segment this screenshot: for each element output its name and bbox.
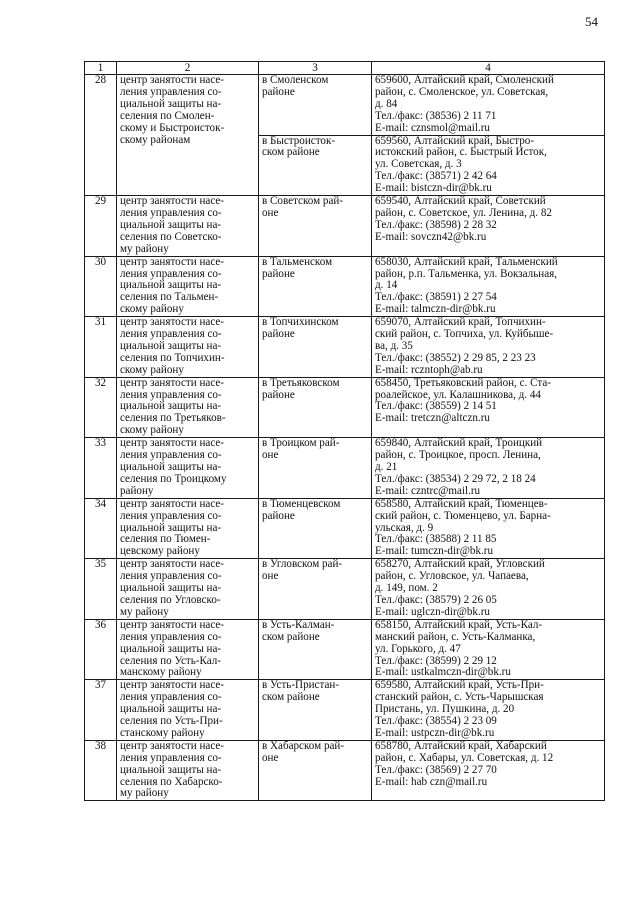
contact-address-line: Тел./факс: (38588) 2 11 85 [375,533,497,546]
center-name-line: скому району [120,303,184,316]
column-header-2: 2 [117,62,259,75]
contact-address-line: ульская, д. 9 [375,521,434,534]
center-name-line: селения по Тальмен- [120,291,219,304]
row-number: 34 [85,498,117,559]
contact-address-line: 658580, Алтайский край, Тюменцев- [375,497,548,510]
contact-address-line: Тел./факс: (38591) 2 27 54 [375,291,497,304]
contact-address-line: роалейское, ул. Калашникова, д. 44 [375,388,541,401]
center-name-line: ления управления со- [120,691,222,704]
center-name [117,740,259,801]
contact-address-line: 659840, Алтайский край, Троицкий [375,437,543,450]
row-number: 32 [85,377,117,438]
contact-address [372,135,605,196]
center-name-line: скому районам [120,133,191,146]
district-name-line: районе [262,267,295,280]
center-name-line: ления управления со- [120,751,222,764]
contact-address [372,75,605,136]
district-name-line: оне [262,751,279,764]
contact-address-line: Тел./факс: (38571) 2 42 64 [375,170,497,183]
contact-address-line: 658030, Алтайский край, Тальменский [375,255,558,268]
district-name [259,196,372,257]
contact-address-line: станский район, с. Усть-Чарышская [375,691,544,704]
center-name-line: ления управления со- [120,449,222,462]
contact-address [372,680,605,741]
center-name-line: району [120,484,154,497]
center-name-line: селения по Тюмен- [120,533,211,546]
center-name-line: му району [120,605,169,618]
district-name-line: ском районе [262,630,320,643]
table-row [85,256,605,317]
table-row [85,438,605,499]
contact-address-line: манский район, с. Усть-Калманка, [375,630,536,643]
center-name [117,256,259,317]
contact-address-line: Тел./факс: (38599) 2 29 12 [375,654,497,667]
contact-address-line: Тел./факс: (38569) 2 27 70 [375,763,497,776]
table-row [85,317,605,378]
contact-address-line: ский район, с. Топчиха, ул. Куйбыше- [375,328,554,341]
contact-address-line: E-mail: czntrc@mail.ru [375,484,481,497]
contact-address-line: район, с. Хабары, ул. Советская, д. 12 [375,751,554,764]
center-name-line: циальной защиты на- [120,279,222,292]
center-name-line: ления управления со- [120,388,222,401]
district-name-line: ском районе [262,691,320,704]
district-name-line: ском районе [262,146,320,159]
table-body [85,75,605,801]
district-name-line: оне [262,449,279,462]
center-name-line: селения по Советско- [120,230,222,243]
district-name [259,135,372,196]
center-name-line: центр занятости насе- [120,376,224,389]
center-name-line: ления управления со- [120,267,222,280]
contact-address [372,740,605,801]
row-number: 31 [85,317,117,378]
contact-address-line: д. 14 [375,279,398,292]
district-name-line: в Хабарском рай- [262,739,345,752]
center-name-line: центр занятости насе- [120,679,224,692]
center-name-line: ления управления со- [120,328,222,341]
contact-address-line: 658450, Третьяковский район, с. Ста- [375,376,551,389]
center-name [117,680,259,741]
row-number: 35 [85,559,117,620]
row-number: 29 [85,196,117,257]
district-name [259,498,372,559]
district-name [259,377,372,438]
district-name-line: в Усть-Калман- [262,618,335,631]
row-number: 38 [85,740,117,801]
district-name [259,680,372,741]
district-name-line: районе [262,85,295,98]
center-name-line: манскому району [120,666,202,679]
table-row [85,680,605,741]
contact-address-line: 659540, Алтайский край, Советский [375,195,546,208]
contact-address [372,317,605,378]
contact-address-line: Тел./факс: (38598) 2 28 32 [375,218,497,231]
center-name-line: му району [120,242,169,255]
contact-address-line: ул. Горького, д. 47 [375,642,461,655]
row-number: 28 [85,75,117,196]
page-number: 54 [585,14,598,29]
contact-address [372,377,605,438]
contact-address-line: E-mail: ustkalmczn-dir@bk.ru [375,666,511,679]
district-name-line: в Троицком рай- [262,437,340,450]
contact-address-line: 659560, Алтайский край, Быстро- [375,134,535,147]
center-name-line: ления управления со- [120,570,222,583]
table-row [85,75,605,136]
employment-centers-table [84,61,605,801]
district-name-line: в Усть-Пристан- [262,679,340,692]
contact-address-line: район, р.п. Тальменка, ул. Вокзальная, [375,267,558,280]
contact-address-line: 659580, Алтайский край, Усть-При- [375,679,544,692]
center-name-line: циальной защиты на- [120,642,222,655]
district-name-line: в Топчихинском [262,316,339,329]
center-name-line: ления управления со- [120,630,222,643]
contact-address-line: д. 21 [375,461,398,473]
center-name-line: ления управления со- [120,85,222,98]
contact-address-line: E-mail: bistczn-dir@bk.ru [375,182,492,195]
center-name-line: станскому району [120,726,205,739]
row-number: 36 [85,619,117,680]
center-name-line: цевскому району [120,545,200,558]
center-name-line: селения по Топчихин- [120,351,225,364]
contact-address-line: Тел./факс: (38554) 2 23 09 [375,715,497,728]
center-name [117,619,259,680]
contact-address-line: E-mail: rczntoph@ab.ru [375,363,483,376]
center-name-line: центр занятости насе- [120,74,224,86]
contact-address-line: E-mail: sovczn42@bk.ru [375,230,487,243]
contact-address-line: ва, д. 35 [375,339,413,352]
contact-address-line: район, с. Смоленское, ул. Советская, [375,85,549,98]
contact-address-line: истокский район, с. Быстрый Исток, [375,146,547,159]
table-row [85,498,605,559]
contact-address-line: Тел./факс: (38559) 2 14 51 [375,400,497,413]
center-name-line: центр занятости насе- [120,558,224,571]
center-name-line: центр занятости насе- [120,195,224,208]
column-header-4: 4 [372,62,605,75]
table-row [85,619,605,680]
district-name-line: в Быстроисток- [262,134,336,147]
center-name [117,377,259,438]
contact-address-line: Тел./факс: (38579) 2 26 05 [375,593,497,606]
contact-address-line: E-mail: talmczn-dir@bk.ru [375,303,496,316]
contact-address-line: д. 84 [375,97,398,110]
center-name-line: циальной защиты на- [120,703,222,716]
row-number: 37 [85,680,117,741]
contact-address [372,619,605,680]
district-name-line: оне [262,570,279,583]
center-name-line: центр занятости насе- [120,255,224,268]
contact-address-line: E-mail: tumczn-dir@bk.ru [375,545,494,558]
contact-address-line: E-mail: hab czn@mail.ru [375,775,488,788]
center-name-line: селения по Хабарско- [120,775,223,788]
table-header-row [85,62,605,75]
district-name [259,619,372,680]
center-name-line: селения по Смолен- [120,109,215,122]
contact-address [372,498,605,559]
center-name-line: скому району [120,424,184,437]
center-name [117,317,259,378]
center-name-line: циальной защиты на- [120,400,222,413]
center-name-line: циальной защиты на- [120,218,222,231]
center-name-line: центр занятости насе- [120,437,224,450]
center-name-line: циальной защиты на- [120,763,222,776]
contact-address [372,196,605,257]
center-name-line: му району [120,787,169,800]
center-name [117,559,259,620]
column-header-1: 1 [85,62,117,75]
contact-address-line: 659600, Алтайский край, Смоленский [375,74,554,86]
contact-address-line: ский район, с. Тюменцево, ул. Барна- [375,509,551,522]
district-name-line: в Смоленском [262,74,329,86]
district-name [259,75,372,136]
contact-address-line: 658780, Алтайский край, Хабарский [375,739,547,752]
center-name [117,498,259,559]
contact-address-line: д. 149, пом. 2 [375,582,438,595]
contact-address-line: 659070, Алтайский край, Топчихин- [375,316,546,329]
district-name-line: в Тальменском [262,255,333,268]
contact-address-line: район, с. Троицкое, просп. Ленина, [375,449,541,462]
contact-address-line: Тел./факс: (38534) 2 29 72, 2 18 24 [375,472,536,485]
center-name-line: циальной защиты на- [120,521,222,534]
center-name-line: ления управления со- [120,206,222,219]
district-name-line: в Тюменцевском [262,497,341,510]
center-name [117,438,259,499]
contact-address-line: ул. Советская, д. 3 [375,158,462,171]
center-name [117,196,259,257]
district-name [259,438,372,499]
district-name-line: в Угловском рай- [262,558,343,571]
center-name-line: центр занятости насе- [120,316,224,329]
district-name [259,317,372,378]
center-name-line: циальной защиты на- [120,582,222,595]
center-name-line: скому району [120,363,184,376]
district-name [259,559,372,620]
contact-address-line: Тел./факс: (38552) 2 29 85, 2 23 23 [375,351,536,364]
contact-address-line: район, с. Угловское, ул. Чапаева, [375,570,529,583]
contact-address-line: E-mail: tretczn@altczn.ru [375,412,490,425]
contact-address-line: E-mail: cznsmol@mail.ru [375,121,490,134]
center-name-line: центр занятости насе- [120,497,224,510]
center-name-line: центр занятости насе- [120,618,224,631]
center-name-line: циальной защиты на- [120,97,222,110]
center-name-line: селения по Усть-Кал- [120,654,222,667]
center-name-line: селения по Третьяков- [120,412,226,425]
center-name-line: селения по Усть-При- [120,715,223,728]
contact-address-line: 658150, Алтайский край, Усть-Кал- [375,618,543,631]
contact-address-line: район, с. Советское, ул. Ленина, д. 82 [375,206,552,219]
district-name [259,256,372,317]
center-name-line: селения по Угловско- [120,593,221,606]
district-name-line: в Советском рай- [262,195,344,208]
contact-address-line: 658270, Алтайский край, Угловский [375,558,545,571]
contact-address-line: E-mail: ustpczn-dir@bk.ru [375,726,495,739]
center-name-line: циальной защиты на- [120,461,222,473]
center-name-line: циальной защиты на- [120,339,222,352]
column-header-3: 3 [259,62,372,75]
contact-address [372,438,605,499]
table-row [85,377,605,438]
contact-address-line: E-mail: uglczn-dir@bk.ru [375,605,490,618]
table-row [85,740,605,801]
row-number: 30 [85,256,117,317]
district-name [259,740,372,801]
table-row [85,196,605,257]
contact-address-line: Пристань, ул. Пушкина, д. 20 [375,703,515,716]
center-name-line: центр занятости насе- [120,739,224,752]
table-row [85,559,605,620]
contact-address [372,256,605,317]
center-name [117,75,259,196]
contact-address-line: Тел./факс: (38536) 2 11 71 [375,109,497,122]
center-name-line: селения по Троицкому [120,472,227,485]
contact-address [372,559,605,620]
center-name-line: ления управления со- [120,509,222,522]
row-number: 33 [85,438,117,499]
center-name-line: скому и Быстроисток- [120,121,225,134]
district-name-line: в Третьяковском [262,376,340,389]
district-name-line: районе [262,388,295,401]
district-name-line: районе [262,509,295,522]
district-name-line: оне [262,206,279,219]
district-name-line: районе [262,328,295,341]
